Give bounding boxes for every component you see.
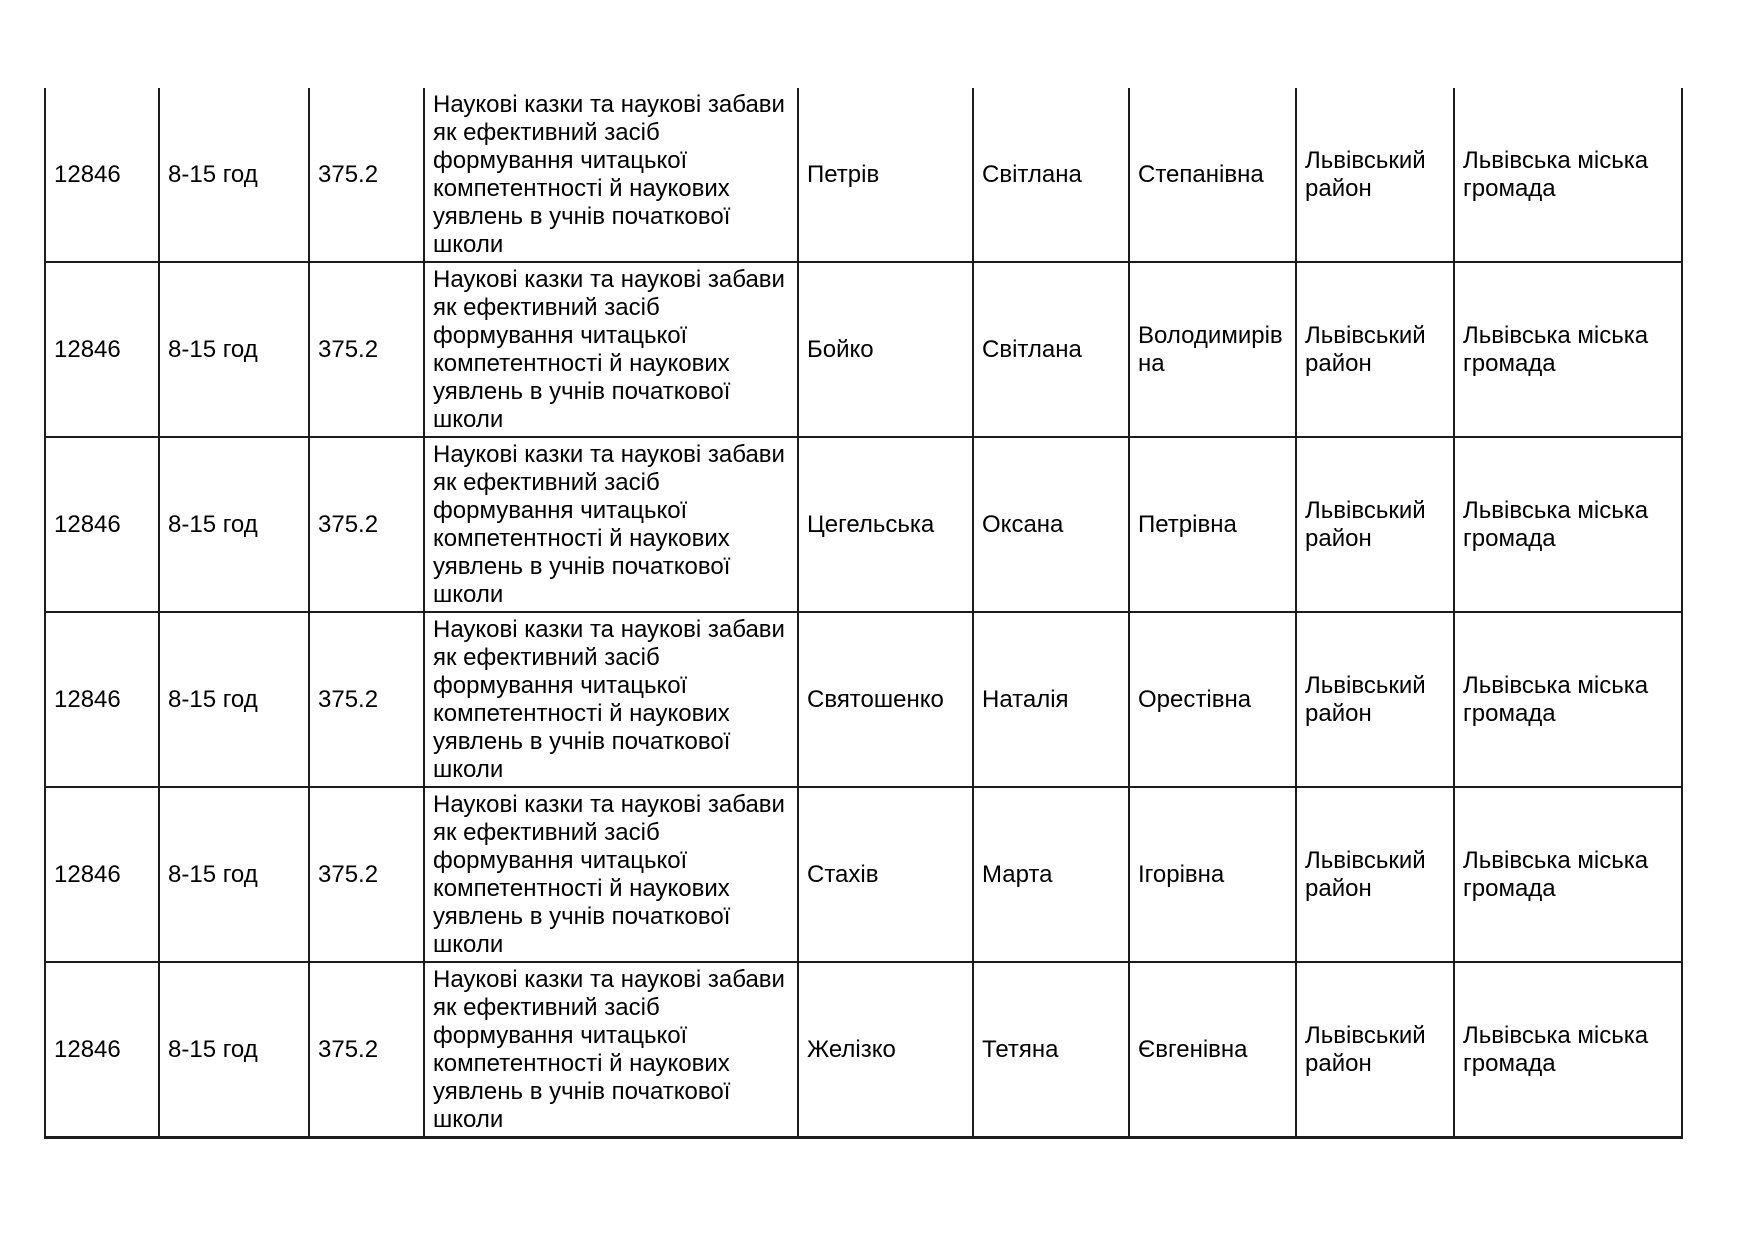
cell-id: 12846 [45, 262, 159, 437]
cell-district: Львівський район [1296, 787, 1454, 962]
cell-patronymic: Орестівна [1129, 612, 1296, 787]
cell-hours: 8-15 год [159, 962, 309, 1138]
cell-code: 375.2 [309, 437, 424, 612]
cell-surname: Бойко [798, 262, 973, 437]
cell-surname: Стахів [798, 787, 973, 962]
cell-code: 375.2 [309, 612, 424, 787]
cell-first-name: Тетяна [973, 962, 1129, 1138]
document-table [44, 88, 1683, 1139]
cell-id: 12846 [45, 88, 159, 262]
cell-id: 12846 [45, 437, 159, 612]
cell-hours: 8-15 год [159, 437, 309, 612]
cell-code: 375.2 [309, 262, 424, 437]
cell-id: 12846 [45, 787, 159, 962]
cell-topic: Наукові казки та наукові забави як ефективний засіб формування читацької компетентності й наукових уявлень в учнів початкової школи [424, 262, 798, 437]
cell-topic: Наукові казки та наукові забави як ефективний засіб формування читацької компетентності й наукових уявлень в учнів початкової школи [424, 962, 798, 1138]
cell-hours: 8-15 год [159, 787, 309, 962]
cell-first-name: Світлана [973, 262, 1129, 437]
cell-patronymic: Володимирівна [1129, 262, 1296, 437]
cell-community: Львівська міська громада [1454, 787, 1682, 962]
cell-hours: 8-15 год [159, 88, 309, 262]
cell-district: Львівський район [1296, 962, 1454, 1138]
cell-patronymic: Євгенівна [1129, 962, 1296, 1138]
cell-code: 375.2 [309, 787, 424, 962]
cell-topic: Наукові казки та наукові забави як ефективний засіб формування читацької компетентності й наукових уявлень в учнів початкової школи [424, 437, 798, 612]
cell-district: Львівський район [1296, 262, 1454, 437]
cell-hours: 8-15 год [159, 262, 309, 437]
cell-district: Львівський район [1296, 612, 1454, 787]
cell-district: Львівський район [1296, 88, 1454, 262]
cell-topic: Наукові казки та наукові забави як ефективний засіб формування читацької компетентності й наукових уявлень в учнів початкової школи [424, 88, 798, 262]
table-row [45, 437, 1682, 612]
cell-topic: Наукові казки та наукові забави як ефективний засіб формування читацької компетентності й наукових уявлень в учнів початкової школи [424, 612, 798, 787]
cell-community: Львівська міська громада [1454, 262, 1682, 437]
cell-community: Львівська міська громада [1454, 437, 1682, 612]
cell-hours: 8-15 год [159, 612, 309, 787]
cell-surname: Цегельська [798, 437, 973, 612]
cell-id: 12846 [45, 612, 159, 787]
cell-first-name: Оксана [973, 437, 1129, 612]
cell-patronymic: Ігорівна [1129, 787, 1296, 962]
cell-code: 375.2 [309, 962, 424, 1138]
cell-surname: Петрів [798, 88, 973, 262]
table-row [45, 262, 1682, 437]
cell-community: Львівська міська громада [1454, 88, 1682, 262]
cell-surname: Желізко [798, 962, 973, 1138]
cell-code: 375.2 [309, 88, 424, 262]
cell-district: Львівський район [1296, 437, 1454, 612]
cell-topic: Наукові казки та наукові забави як ефективний засіб формування читацької компетентності й наукових уявлень в учнів початкової школи [424, 787, 798, 962]
cell-community: Львівська міська громада [1454, 612, 1682, 787]
cell-community: Львівська міська громада [1454, 962, 1682, 1138]
cell-patronymic: Петрівна [1129, 437, 1296, 612]
cell-id: 12846 [45, 962, 159, 1138]
table-row [45, 962, 1682, 1138]
cell-first-name: Марта [973, 787, 1129, 962]
cell-first-name: Світлана [973, 88, 1129, 262]
table-row [45, 88, 1682, 262]
cell-surname: Святошенко [798, 612, 973, 787]
table-row [45, 787, 1682, 962]
cell-patronymic: Степанівна [1129, 88, 1296, 262]
cell-first-name: Наталія [973, 612, 1129, 787]
table-row [45, 612, 1682, 787]
